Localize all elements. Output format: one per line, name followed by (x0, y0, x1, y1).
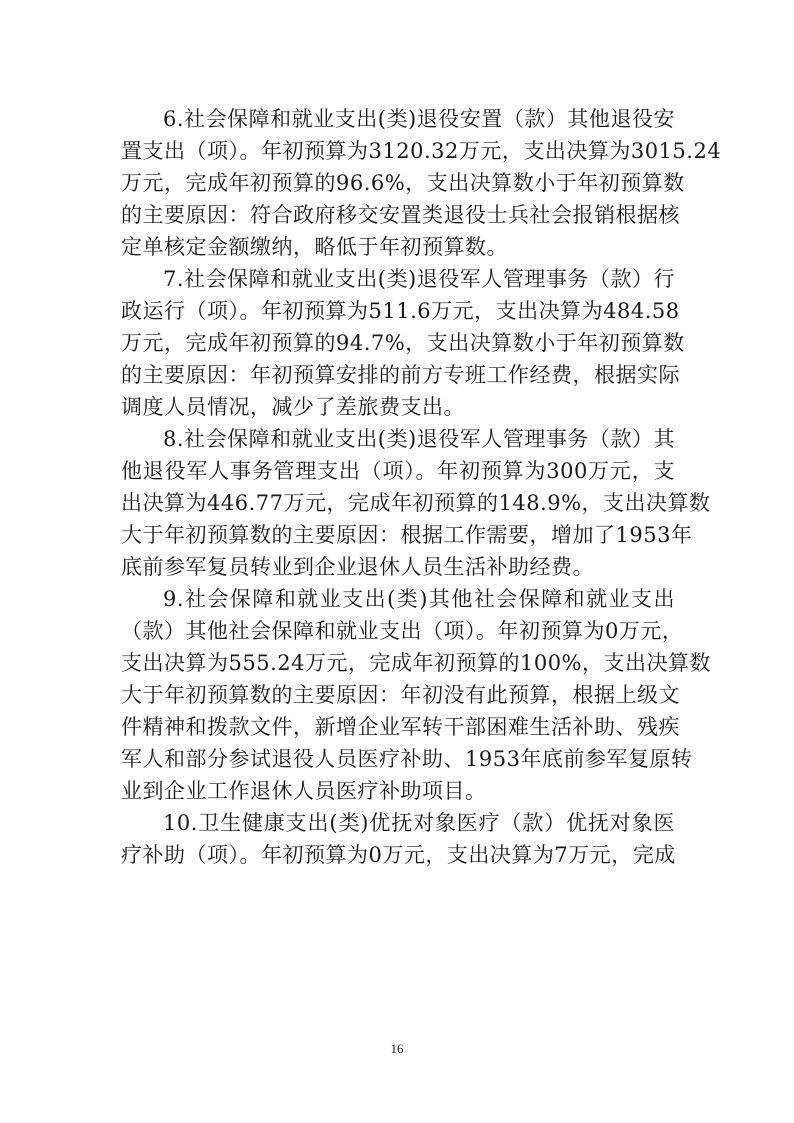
text-line: 出决算为446.77万元，完成年初预算的148.9%，支出决算数 (121, 491, 711, 515)
paragraph-item-7 (121, 263, 685, 423)
text-line: 6.社会保障和就业支出(类)退役安置（款）其他退役安 (163, 107, 675, 131)
text-line: 政运行（项）。年初预算为511.6万元，支出决算为484.58 (121, 299, 680, 323)
text-line: 7.社会保障和就业支出(类)退役军人管理事务（款）行 (163, 267, 675, 291)
text-line: 的主要原因：符合政府移交安置类退役士兵社会报销根据核 (121, 203, 680, 227)
text-line: 军人和部分参试退役人员医疗补助、1953年底前参军复原转 (121, 747, 693, 771)
text-line: 底前参军复员转业到企业退休人员生活补助经费。 (121, 555, 594, 579)
text-line: 大于年初预算数的主要原因：根据工作需要，增加了1953年 (121, 523, 693, 547)
text-line: 业到企业工作退休人员医疗补助项目。 (121, 779, 487, 803)
text-line: 支出决算为555.24万元，完成年初预算的100%，支出决算数 (121, 651, 712, 675)
text-line: 件精神和拨款文件，新增企业军转干部困难生活补助、残疾 (121, 715, 680, 739)
text-line: 定单核定金额缴纳，略低于年初预算数。 (121, 235, 508, 259)
text-line: 万元，完成年初预算的96.6%，支出决算数小于年初预算数 (121, 171, 685, 195)
paragraph-item-8 (121, 423, 711, 583)
text-line: 大于年初预算数的主要原因：年初没有此预算，根据上级文 (121, 683, 680, 707)
text-line: 万元，完成年初预算的94.7%，支出决算数小于年初预算数 (121, 331, 685, 355)
text-line: 疗补助（项）。年初预算为0万元，支出决算为7万元，完成 (121, 843, 676, 867)
text-line: 置支出（项）。年初预算为3120.32万元，支出决算为3015.24 (121, 139, 722, 163)
text-line: 调度人员情况，减少了差旅费支出。 (121, 395, 465, 419)
paragraph-item-10 (121, 807, 675, 871)
text-line: 9.社会保障和就业支出(类)其他社会保障和就业支出 (163, 587, 675, 611)
paragraph-item-9 (121, 583, 712, 807)
text-line: （款）其他社会保障和就业支出（项）。年初预算为0万元， (121, 619, 684, 643)
paragraph-item-6 (121, 103, 722, 263)
text-line: 10.卫生健康支出(类)优抚对象医疗（款）优抚对象医 (163, 811, 675, 835)
page-number: 16 (390, 1041, 404, 1056)
text-line: 的主要原因：年初预算安排的前方专班工作经费，根据实际 (121, 363, 680, 387)
text-line: 他退役军人事务管理支出（项）。年初预算为300万元，支 (121, 459, 675, 483)
document-body (121, 103, 722, 871)
text-line: 8.社会保障和就业支出(类)退役军人管理事务（款）其 (163, 427, 675, 451)
